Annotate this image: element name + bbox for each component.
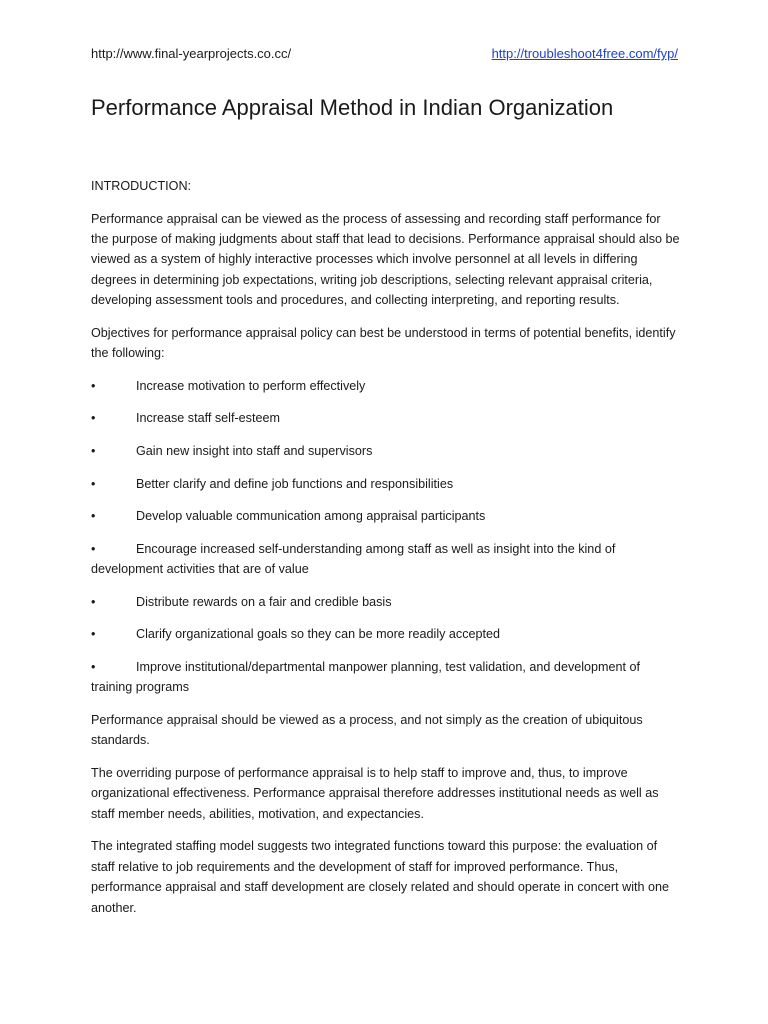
header-right-link[interactable]: http://troubleshoot4free.com/fyp/ <box>491 46 678 61</box>
list-item-text: Develop valuable communication among appraisal participants <box>136 509 486 524</box>
paragraph-staffing-model: The integrated staffing model suggests two integrated functions toward this purpose: the evaluation of staff relative to job requirements and the development of staff for improved performance. Thus, performance appraisal and staff development are closely related and should operate in concert with one another. <box>91 839 670 915</box>
document-body <box>91 176 681 930</box>
page-header <box>91 46 681 66</box>
list-item-text: Better clarify and define job functions and responsibilities <box>136 476 454 491</box>
bullet-marker: • <box>91 594 96 609</box>
paragraph-intro: Performance appraisal can be viewed as the process of assessing and recording staff performance for the purpose of making judgments about staff that lead to decisions. Performance appraisal should also be viewed as a system of highly interactive processes which involve personnel at all levels in differing degrees in determining job expectations, writing job descriptions, selecting relevant appraisal criteria, developing assessment tools and procedures, and collecting interpreting, and reporting results. <box>91 211 680 308</box>
list-item <box>91 408 681 428</box>
list-item <box>91 624 681 644</box>
list-item <box>91 441 681 461</box>
bullet-marker: • <box>91 444 96 458</box>
bullet-marker: • <box>91 627 96 642</box>
bullet-marker: • <box>91 541 96 556</box>
list-item-text: Distribute rewards on a fair and credible basis <box>136 594 392 609</box>
document-title: Performance Appraisal Method in Indian Organization <box>91 95 614 120</box>
bullet-marker: • <box>91 509 96 524</box>
bullet-marker: • <box>91 411 96 426</box>
paragraph-objectives: Objectives for performance appraisal policy can best be understood in terms of potential benefits, identify the following: <box>91 325 676 361</box>
list-item <box>91 506 681 526</box>
list-item <box>91 539 681 580</box>
list-item-text: Increase motivation to perform effectively <box>136 378 366 393</box>
paragraph-purpose: The overriding purpose of performance appraisal is to help staff to improve and, thus, to improve organizational effectiveness. Performance appraisal therefore addresses institutional needs as well as staff member needs, abilities, motivation, and expectancies. <box>91 765 659 821</box>
list-item-text: Gain new insight into staff and supervisors <box>136 444 373 458</box>
list-item <box>91 474 681 494</box>
list-item-text: Encourage increased self-understanding among staff as well as insight into the kind of development activities that are of value <box>91 541 616 577</box>
bullet-marker: • <box>91 476 96 491</box>
list-item-text: Improve institutional/departmental manpower planning, test validation, and development of training programs <box>91 659 641 695</box>
bullet-marker: • <box>91 378 96 393</box>
paragraph-process: Performance appraisal should be viewed as a process, and not simply as the creation of ubiquitous standards. <box>91 712 643 748</box>
list-item-text: Increase staff self-esteem <box>136 411 280 426</box>
list-item <box>91 376 681 396</box>
list-item <box>91 592 681 612</box>
list-item <box>91 657 681 698</box>
header-left-url: http://www.final-yearprojects.co.cc/ <box>91 46 292 61</box>
list-item-text: Clarify organizational goals so they can be more readily accepted <box>136 627 501 642</box>
bullet-marker: • <box>91 659 96 674</box>
introduction-heading: INTRODUCTION: <box>91 179 192 193</box>
